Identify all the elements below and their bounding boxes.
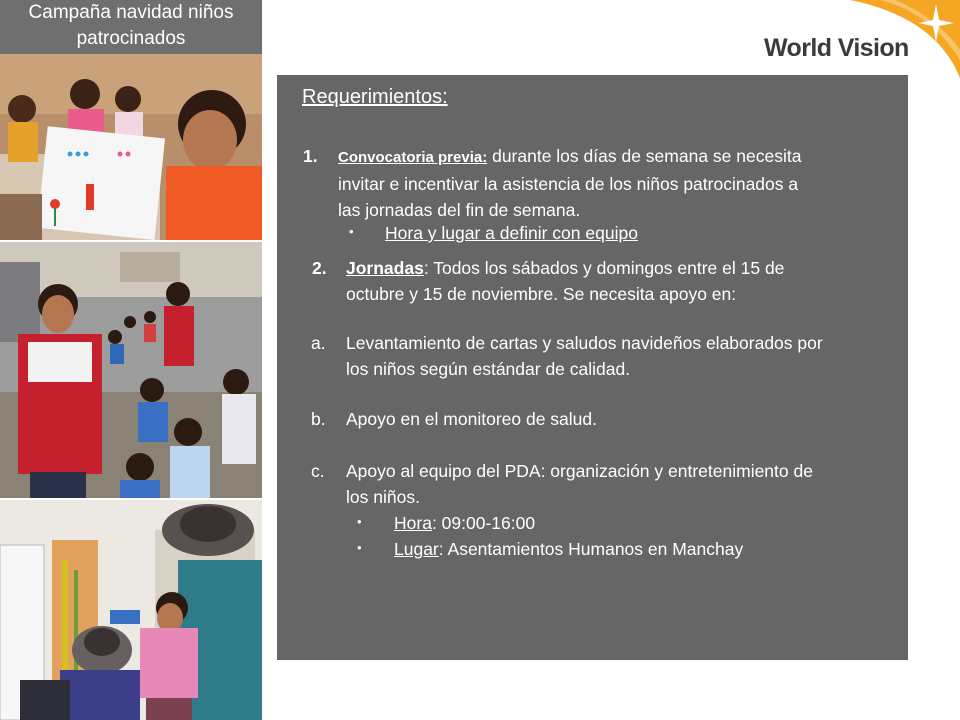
schedule-hora	[394, 510, 535, 536]
subitem-b-marker: b.	[311, 409, 326, 429]
title-line-1: Campaña navidad niños	[28, 2, 234, 23]
subitem-a-line-2: los niños según estándar de calidad.	[346, 359, 631, 379]
subitem-b: Apoyo en el monitoreo de salud.	[346, 409, 597, 429]
panel-heading: Requerimientos:	[302, 86, 448, 108]
schedule-hora-value: : 09:00-16:00	[431, 513, 536, 533]
subitem-a	[346, 330, 901, 382]
item-1-number: 1.	[303, 146, 318, 166]
schedule-lugar	[394, 536, 743, 562]
schedule-lugar-label: Lugar	[394, 539, 439, 559]
logo-text: World Vision	[764, 34, 909, 62]
item-1-line-2: invitar e incentivar la asistencia de los niños patrocinados a	[338, 174, 799, 194]
subitem-c	[346, 458, 901, 510]
bullet-icon: •	[349, 224, 354, 239]
schedule-hora-label: Hora	[394, 513, 432, 533]
item-1-line-3: las jornadas del fin de semana.	[338, 200, 581, 220]
item-2-number: 2.	[312, 258, 327, 278]
bullet-icon: •	[357, 514, 362, 529]
item-1-bullet: Hora y lugar a definir con equipo	[385, 223, 638, 243]
bullet-icon: •	[357, 540, 362, 555]
item-2	[346, 255, 901, 307]
item-2-line-2: octubre y 15 de noviembre. Se necesita apoyo en:	[346, 284, 737, 304]
photo-health-check	[0, 500, 262, 720]
subitem-c-line-2: los niños.	[346, 487, 420, 507]
subitem-a-line-1: Levantamiento de cartas y saludos navideños elaborados por	[346, 333, 823, 353]
item-2-line-1: : Todos los sábados y domingos entre el 15 de	[423, 258, 785, 278]
schedule-lugar-value: : Asentamientos Humanos en Manchay	[438, 539, 744, 559]
subitem-c-marker: c.	[311, 461, 325, 481]
photo-children-drawing	[0, 54, 262, 240]
item-1-label: Convocatoria previa:	[338, 149, 488, 166]
item-1	[338, 143, 898, 223]
subitem-a-marker: a.	[311, 333, 326, 353]
subitem-c-line-1: Apoyo al equipo del PDA: organización y entretenimiento de	[346, 461, 813, 481]
photo-children-walking	[0, 242, 262, 498]
item-2-label: Jornadas	[346, 258, 424, 278]
slide-title	[0, 0, 262, 54]
requirements-panel	[277, 75, 908, 660]
item-1-line-1: durante los días de semana se necesita	[487, 146, 802, 166]
title-line-2: patrocinados	[76, 28, 186, 49]
